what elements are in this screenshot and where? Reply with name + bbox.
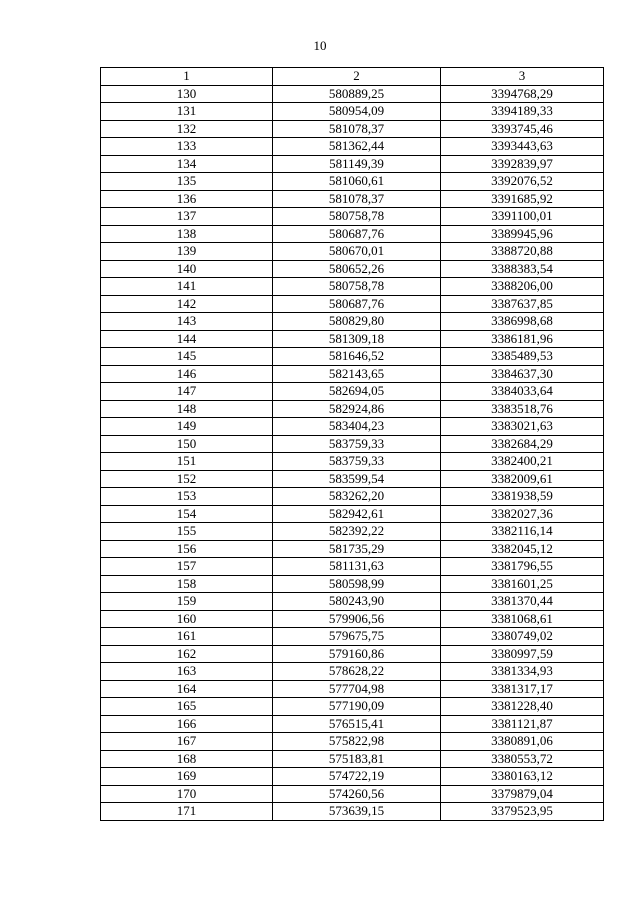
table-row bbox=[101, 120, 604, 138]
table-row bbox=[101, 348, 604, 366]
point-number-cell: 138 bbox=[101, 225, 273, 243]
table-row bbox=[101, 313, 604, 331]
x-coordinate-cell: 582924,86 bbox=[273, 400, 441, 418]
table-row bbox=[101, 663, 604, 681]
table-row bbox=[101, 260, 604, 278]
x-coordinate-cell: 578628,22 bbox=[273, 663, 441, 681]
y-coordinate-cell: 3380749,02 bbox=[441, 628, 604, 646]
table-row bbox=[101, 400, 604, 418]
y-coordinate-cell: 3392076,52 bbox=[441, 173, 604, 191]
y-coordinate-cell: 3388383,54 bbox=[441, 260, 604, 278]
y-coordinate-cell: 3383021,63 bbox=[441, 418, 604, 436]
y-coordinate-cell: 3391685,92 bbox=[441, 190, 604, 208]
point-number-cell: 132 bbox=[101, 120, 273, 138]
x-coordinate-cell: 576515,41 bbox=[273, 715, 441, 733]
y-coordinate-cell: 3388206,00 bbox=[441, 278, 604, 296]
y-coordinate-cell: 3382027,36 bbox=[441, 505, 604, 523]
y-coordinate-cell: 3382045,12 bbox=[441, 540, 604, 558]
x-coordinate-cell: 581309,18 bbox=[273, 330, 441, 348]
x-coordinate-cell: 582392,22 bbox=[273, 523, 441, 541]
table-row bbox=[101, 768, 604, 786]
page-number: 10 bbox=[313, 38, 327, 53]
table-row bbox=[101, 173, 604, 191]
y-coordinate-cell: 3382009,61 bbox=[441, 470, 604, 488]
point-number-cell: 144 bbox=[101, 330, 273, 348]
table-row bbox=[101, 715, 604, 733]
x-coordinate-cell: 580670,01 bbox=[273, 243, 441, 261]
x-coordinate-cell: 579160,86 bbox=[273, 645, 441, 663]
x-coordinate-cell: 582694,05 bbox=[273, 383, 441, 401]
x-coordinate-cell: 582942,61 bbox=[273, 505, 441, 523]
point-number-cell: 169 bbox=[101, 768, 273, 786]
y-coordinate-cell: 3382400,21 bbox=[441, 453, 604, 471]
y-coordinate-cell: 3380997,59 bbox=[441, 645, 604, 663]
table-row bbox=[101, 785, 604, 803]
y-coordinate-cell: 3386998,68 bbox=[441, 313, 604, 331]
point-number-cell: 152 bbox=[101, 470, 273, 488]
y-coordinate-cell: 3387637,85 bbox=[441, 295, 604, 313]
y-coordinate-cell: 3384637,30 bbox=[441, 365, 604, 383]
y-coordinate-cell: 3394189,33 bbox=[441, 103, 604, 121]
x-coordinate-cell: 577190,09 bbox=[273, 698, 441, 716]
table-row bbox=[101, 278, 604, 296]
x-coordinate-cell: 574722,19 bbox=[273, 768, 441, 786]
table-row bbox=[101, 103, 604, 121]
y-coordinate-cell: 3381121,87 bbox=[441, 715, 604, 733]
point-number-cell: 155 bbox=[101, 523, 273, 541]
table-row bbox=[101, 505, 604, 523]
point-number-cell: 156 bbox=[101, 540, 273, 558]
x-coordinate-cell: 579906,56 bbox=[273, 610, 441, 628]
x-coordinate-cell: 581078,37 bbox=[273, 190, 441, 208]
x-coordinate-cell: 579675,75 bbox=[273, 628, 441, 646]
y-coordinate-cell: 3380163,12 bbox=[441, 768, 604, 786]
point-number-cell: 168 bbox=[101, 750, 273, 768]
table-body bbox=[101, 85, 604, 820]
point-number-cell: 136 bbox=[101, 190, 273, 208]
point-number-cell: 135 bbox=[101, 173, 273, 191]
y-coordinate-cell: 3381796,55 bbox=[441, 558, 604, 576]
point-number-cell: 154 bbox=[101, 505, 273, 523]
x-coordinate-cell: 580598,99 bbox=[273, 575, 441, 593]
point-number-cell: 147 bbox=[101, 383, 273, 401]
point-number-cell: 165 bbox=[101, 698, 273, 716]
y-coordinate-cell: 3381228,40 bbox=[441, 698, 604, 716]
table-row bbox=[101, 610, 604, 628]
point-number-cell: 160 bbox=[101, 610, 273, 628]
table-row bbox=[101, 803, 604, 821]
y-coordinate-cell: 3386181,96 bbox=[441, 330, 604, 348]
table-row bbox=[101, 418, 604, 436]
point-number-cell: 131 bbox=[101, 103, 273, 121]
table-row bbox=[101, 243, 604, 261]
x-coordinate-cell: 580954,09 bbox=[273, 103, 441, 121]
table-row bbox=[101, 645, 604, 663]
y-coordinate-cell: 3381370,44 bbox=[441, 593, 604, 611]
point-number-cell: 166 bbox=[101, 715, 273, 733]
x-coordinate-cell: 581060,61 bbox=[273, 173, 441, 191]
y-coordinate-cell: 3381068,61 bbox=[441, 610, 604, 628]
y-coordinate-cell: 3393745,46 bbox=[441, 120, 604, 138]
y-coordinate-cell: 3381938,59 bbox=[441, 488, 604, 506]
x-coordinate-cell: 575183,81 bbox=[273, 750, 441, 768]
x-coordinate-cell: 581646,52 bbox=[273, 348, 441, 366]
table-row bbox=[101, 190, 604, 208]
x-coordinate-cell: 583759,33 bbox=[273, 453, 441, 471]
table-row bbox=[101, 540, 604, 558]
point-number-cell: 137 bbox=[101, 208, 273, 226]
column-header-1: 1 bbox=[101, 68, 273, 86]
y-coordinate-cell: 3379523,95 bbox=[441, 803, 604, 821]
x-coordinate-cell: 580652,26 bbox=[273, 260, 441, 278]
y-coordinate-cell: 3393443,63 bbox=[441, 138, 604, 156]
y-coordinate-cell: 3380553,72 bbox=[441, 750, 604, 768]
table-row bbox=[101, 470, 604, 488]
point-number-cell: 150 bbox=[101, 435, 273, 453]
x-coordinate-cell: 581735,29 bbox=[273, 540, 441, 558]
table-row bbox=[101, 680, 604, 698]
point-number-cell: 153 bbox=[101, 488, 273, 506]
table-row bbox=[101, 383, 604, 401]
table-row bbox=[101, 225, 604, 243]
column-header-3: 3 bbox=[441, 68, 604, 86]
table-row bbox=[101, 85, 604, 103]
table-row bbox=[101, 330, 604, 348]
point-number-cell: 167 bbox=[101, 733, 273, 751]
y-coordinate-cell: 3389945,96 bbox=[441, 225, 604, 243]
column-header-2: 2 bbox=[273, 68, 441, 86]
table-row bbox=[101, 698, 604, 716]
point-number-cell: 162 bbox=[101, 645, 273, 663]
point-number-cell: 170 bbox=[101, 785, 273, 803]
y-coordinate-cell: 3394768,29 bbox=[441, 85, 604, 103]
point-number-cell: 142 bbox=[101, 295, 273, 313]
y-coordinate-cell: 3392839,97 bbox=[441, 155, 604, 173]
x-coordinate-cell: 583262,20 bbox=[273, 488, 441, 506]
point-number-cell: 148 bbox=[101, 400, 273, 418]
y-coordinate-cell: 3381334,93 bbox=[441, 663, 604, 681]
point-number-cell: 130 bbox=[101, 85, 273, 103]
x-coordinate-cell: 580687,76 bbox=[273, 295, 441, 313]
y-coordinate-cell: 3388720,88 bbox=[441, 243, 604, 261]
y-coordinate-cell: 3380891,06 bbox=[441, 733, 604, 751]
y-coordinate-cell: 3382116,14 bbox=[441, 523, 604, 541]
table-row bbox=[101, 488, 604, 506]
point-number-cell: 139 bbox=[101, 243, 273, 261]
x-coordinate-cell: 580758,78 bbox=[273, 208, 441, 226]
coordinates-table bbox=[100, 67, 604, 821]
x-coordinate-cell: 581131,63 bbox=[273, 558, 441, 576]
point-number-cell: 161 bbox=[101, 628, 273, 646]
point-number-cell: 158 bbox=[101, 575, 273, 593]
x-coordinate-cell: 581078,37 bbox=[273, 120, 441, 138]
x-coordinate-cell: 574260,56 bbox=[273, 785, 441, 803]
x-coordinate-cell: 582143,65 bbox=[273, 365, 441, 383]
point-number-cell: 171 bbox=[101, 803, 273, 821]
point-number-cell: 164 bbox=[101, 680, 273, 698]
table-row bbox=[101, 155, 604, 173]
x-coordinate-cell: 581362,44 bbox=[273, 138, 441, 156]
x-coordinate-cell: 581149,39 bbox=[273, 155, 441, 173]
point-number-cell: 133 bbox=[101, 138, 273, 156]
table-row bbox=[101, 733, 604, 751]
y-coordinate-cell: 3381601,25 bbox=[441, 575, 604, 593]
table-row bbox=[101, 453, 604, 471]
table-row bbox=[101, 593, 604, 611]
table-row bbox=[101, 750, 604, 768]
x-coordinate-cell: 580889,25 bbox=[273, 85, 441, 103]
table-row bbox=[101, 208, 604, 226]
table-row bbox=[101, 138, 604, 156]
y-coordinate-cell: 3385489,53 bbox=[441, 348, 604, 366]
point-number-cell: 145 bbox=[101, 348, 273, 366]
y-coordinate-cell: 3384033,64 bbox=[441, 383, 604, 401]
table-row bbox=[101, 295, 604, 313]
point-number-cell: 149 bbox=[101, 418, 273, 436]
table-row bbox=[101, 365, 604, 383]
y-coordinate-cell: 3382684,29 bbox=[441, 435, 604, 453]
point-number-cell: 157 bbox=[101, 558, 273, 576]
x-coordinate-cell: 580758,78 bbox=[273, 278, 441, 296]
point-number-cell: 151 bbox=[101, 453, 273, 471]
x-coordinate-cell: 577704,98 bbox=[273, 680, 441, 698]
point-number-cell: 146 bbox=[101, 365, 273, 383]
point-number-cell: 163 bbox=[101, 663, 273, 681]
x-coordinate-cell: 580829,80 bbox=[273, 313, 441, 331]
point-number-cell: 141 bbox=[101, 278, 273, 296]
table-header-row bbox=[101, 68, 604, 86]
x-coordinate-cell: 583404,23 bbox=[273, 418, 441, 436]
x-coordinate-cell: 580243,90 bbox=[273, 593, 441, 611]
x-coordinate-cell: 575822,98 bbox=[273, 733, 441, 751]
x-coordinate-cell: 580687,76 bbox=[273, 225, 441, 243]
table-row bbox=[101, 575, 604, 593]
table-row bbox=[101, 558, 604, 576]
y-coordinate-cell: 3379879,04 bbox=[441, 785, 604, 803]
x-coordinate-cell: 583759,33 bbox=[273, 435, 441, 453]
point-number-cell: 143 bbox=[101, 313, 273, 331]
table-row bbox=[101, 523, 604, 541]
y-coordinate-cell: 3391100,01 bbox=[441, 208, 604, 226]
point-number-cell: 140 bbox=[101, 260, 273, 278]
x-coordinate-cell: 573639,15 bbox=[273, 803, 441, 821]
table-row bbox=[101, 628, 604, 646]
y-coordinate-cell: 3381317,17 bbox=[441, 680, 604, 698]
point-number-cell: 159 bbox=[101, 593, 273, 611]
table-row bbox=[101, 435, 604, 453]
y-coordinate-cell: 3383518,76 bbox=[441, 400, 604, 418]
point-number-cell: 134 bbox=[101, 155, 273, 173]
x-coordinate-cell: 583599,54 bbox=[273, 470, 441, 488]
